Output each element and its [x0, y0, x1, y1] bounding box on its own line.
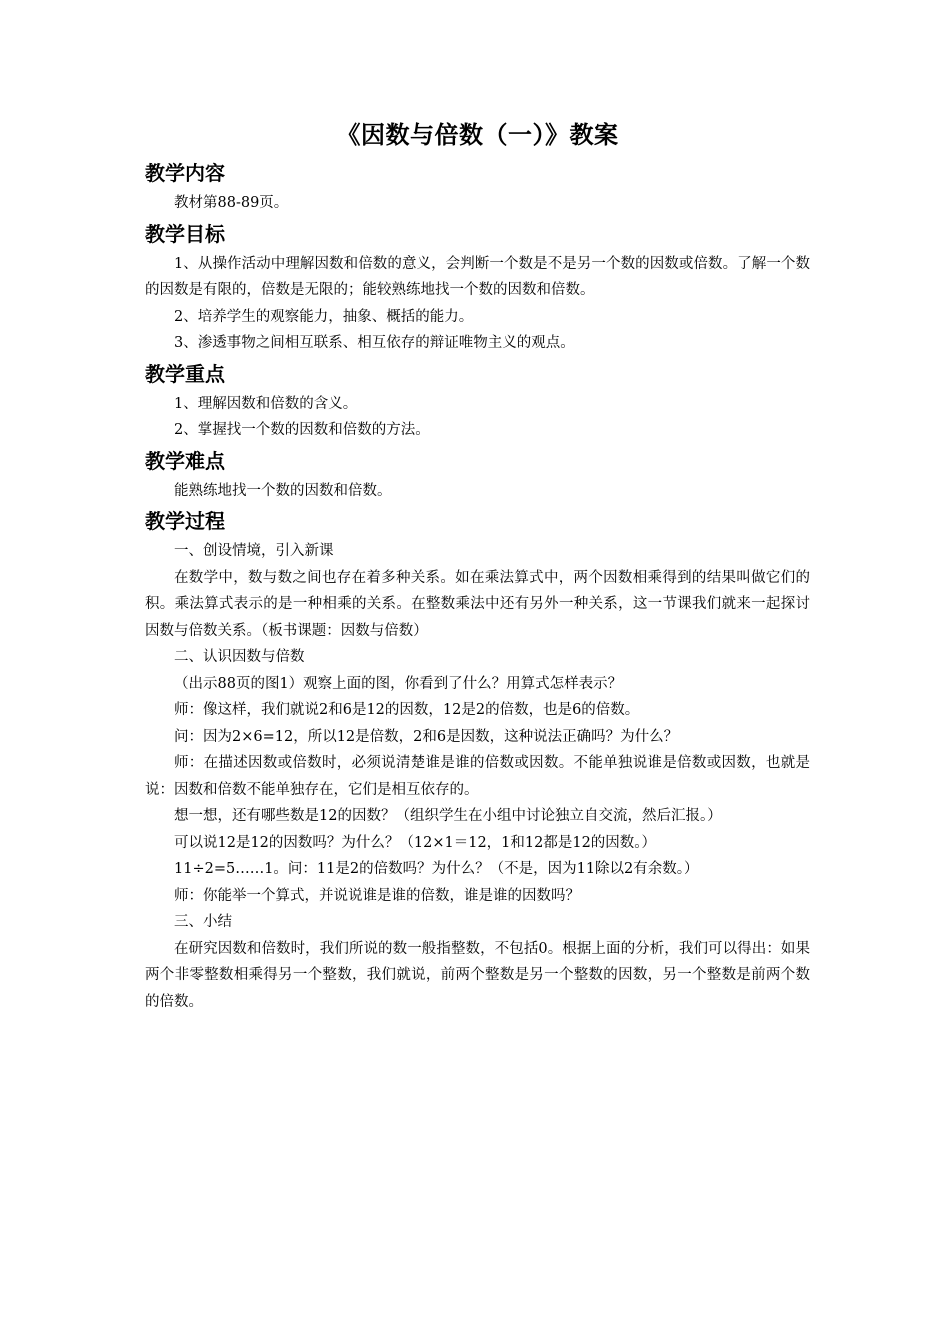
- paragraph: 11÷2=5……1。问：11是2的倍数吗？为什么？（不是，因为11除以2有余数。）: [174, 861, 699, 877]
- document-page: [145, 118, 810, 1015]
- paragraph: 一、创设情境，引入新课: [174, 543, 334, 559]
- paragraph: 教材第88-89页。: [174, 195, 289, 211]
- paragraph: 师：在描述因数或倍数时，必须说清楚谁是谁的倍数或因数。不能单独说谁是倍数或因数，也就是说：因数和倍数不能单独存在，它们是相互依存的。: [145, 755, 810, 798]
- paragraph: 在研究因数和倍数时，我们所说的数一般指整数，不包括0。根据上面的分析，我们可以得出：如果两个非零整数相乘得另一个整数，我们就说，前两个整数是另一个整数的因数，另一个整数是前两个数的倍数。: [145, 940, 810, 1010]
- section-process: [145, 506, 810, 1015]
- paragraph: 2、培养学生的观察能力，抽象、概括的能力。: [174, 308, 474, 325]
- section-key-points: [145, 359, 810, 444]
- section-heading: 教学重点: [145, 361, 225, 386]
- paragraph: （出示88页的图1）观察上面的图，你看到了什么？用算式怎样表示？: [174, 675, 623, 692]
- section-heading: 教学内容: [145, 161, 225, 185]
- paragraph: 二、认识因数与倍数: [174, 649, 305, 665]
- paragraph: 想一想，还有哪些数是12的因数？（组织学生在小组中讨论独立自交流，然后汇报。）: [174, 808, 722, 824]
- paragraph: 可以说12是12的因数吗？为什么？（12×1＝12，1和12都是12的因数。）: [174, 834, 657, 851]
- paragraph: 师：像这样，我们就说2和6是12的因数，12是2的倍数，也是6的倍数。: [174, 702, 640, 718]
- document-title: 《因数与倍数（一）》教案: [336, 120, 619, 149]
- section-content: [145, 158, 810, 217]
- paragraph: 师：你能举一个算式，并说说谁是谁的倍数，谁是谁的因数吗？: [174, 887, 580, 904]
- section-heading: 教学难点: [145, 448, 225, 473]
- section-objectives: [145, 219, 810, 357]
- section-heading: 教学过程: [145, 509, 225, 533]
- paragraph: 1、从操作活动中理解因数和倍数的意义，会判断一个数是不是另一个数的因数或倍数。了解一个数的因数是有限的，倍数是无限的；能较熟练地找一个数的因数和倍数。: [145, 255, 810, 298]
- paragraph: 能熟练地找一个数的因数和倍数。: [174, 482, 392, 499]
- paragraph: 3、渗透事物之间相互联系、相互依存的辩证唯物主义的观点。: [174, 335, 575, 351]
- paragraph: 三、小结: [174, 914, 232, 930]
- section-heading: 教学目标: [145, 221, 225, 246]
- section-difficulties: [145, 446, 810, 505]
- paragraph: 2、掌握找一个数的因数和倍数的方法。: [174, 422, 430, 438]
- paragraph: 1、理解因数和倍数的含义。: [174, 395, 358, 412]
- paragraph: 问：因为2×6=12，所以12是倍数，2和6是因数，这种说法正确吗？为什么？: [174, 728, 679, 745]
- paragraph: 在数学中，数与数之间也存在着多种关系。如在乘法算式中，两个因数相乘得到的结果叫做它们的积。乘法算式表示的是一种相乘的关系。在整数乘法中还有另外一种关系，这一节课我们就来一起探讨因数与倍数关系。（板书课题：因数与倍数）: [145, 569, 810, 639]
